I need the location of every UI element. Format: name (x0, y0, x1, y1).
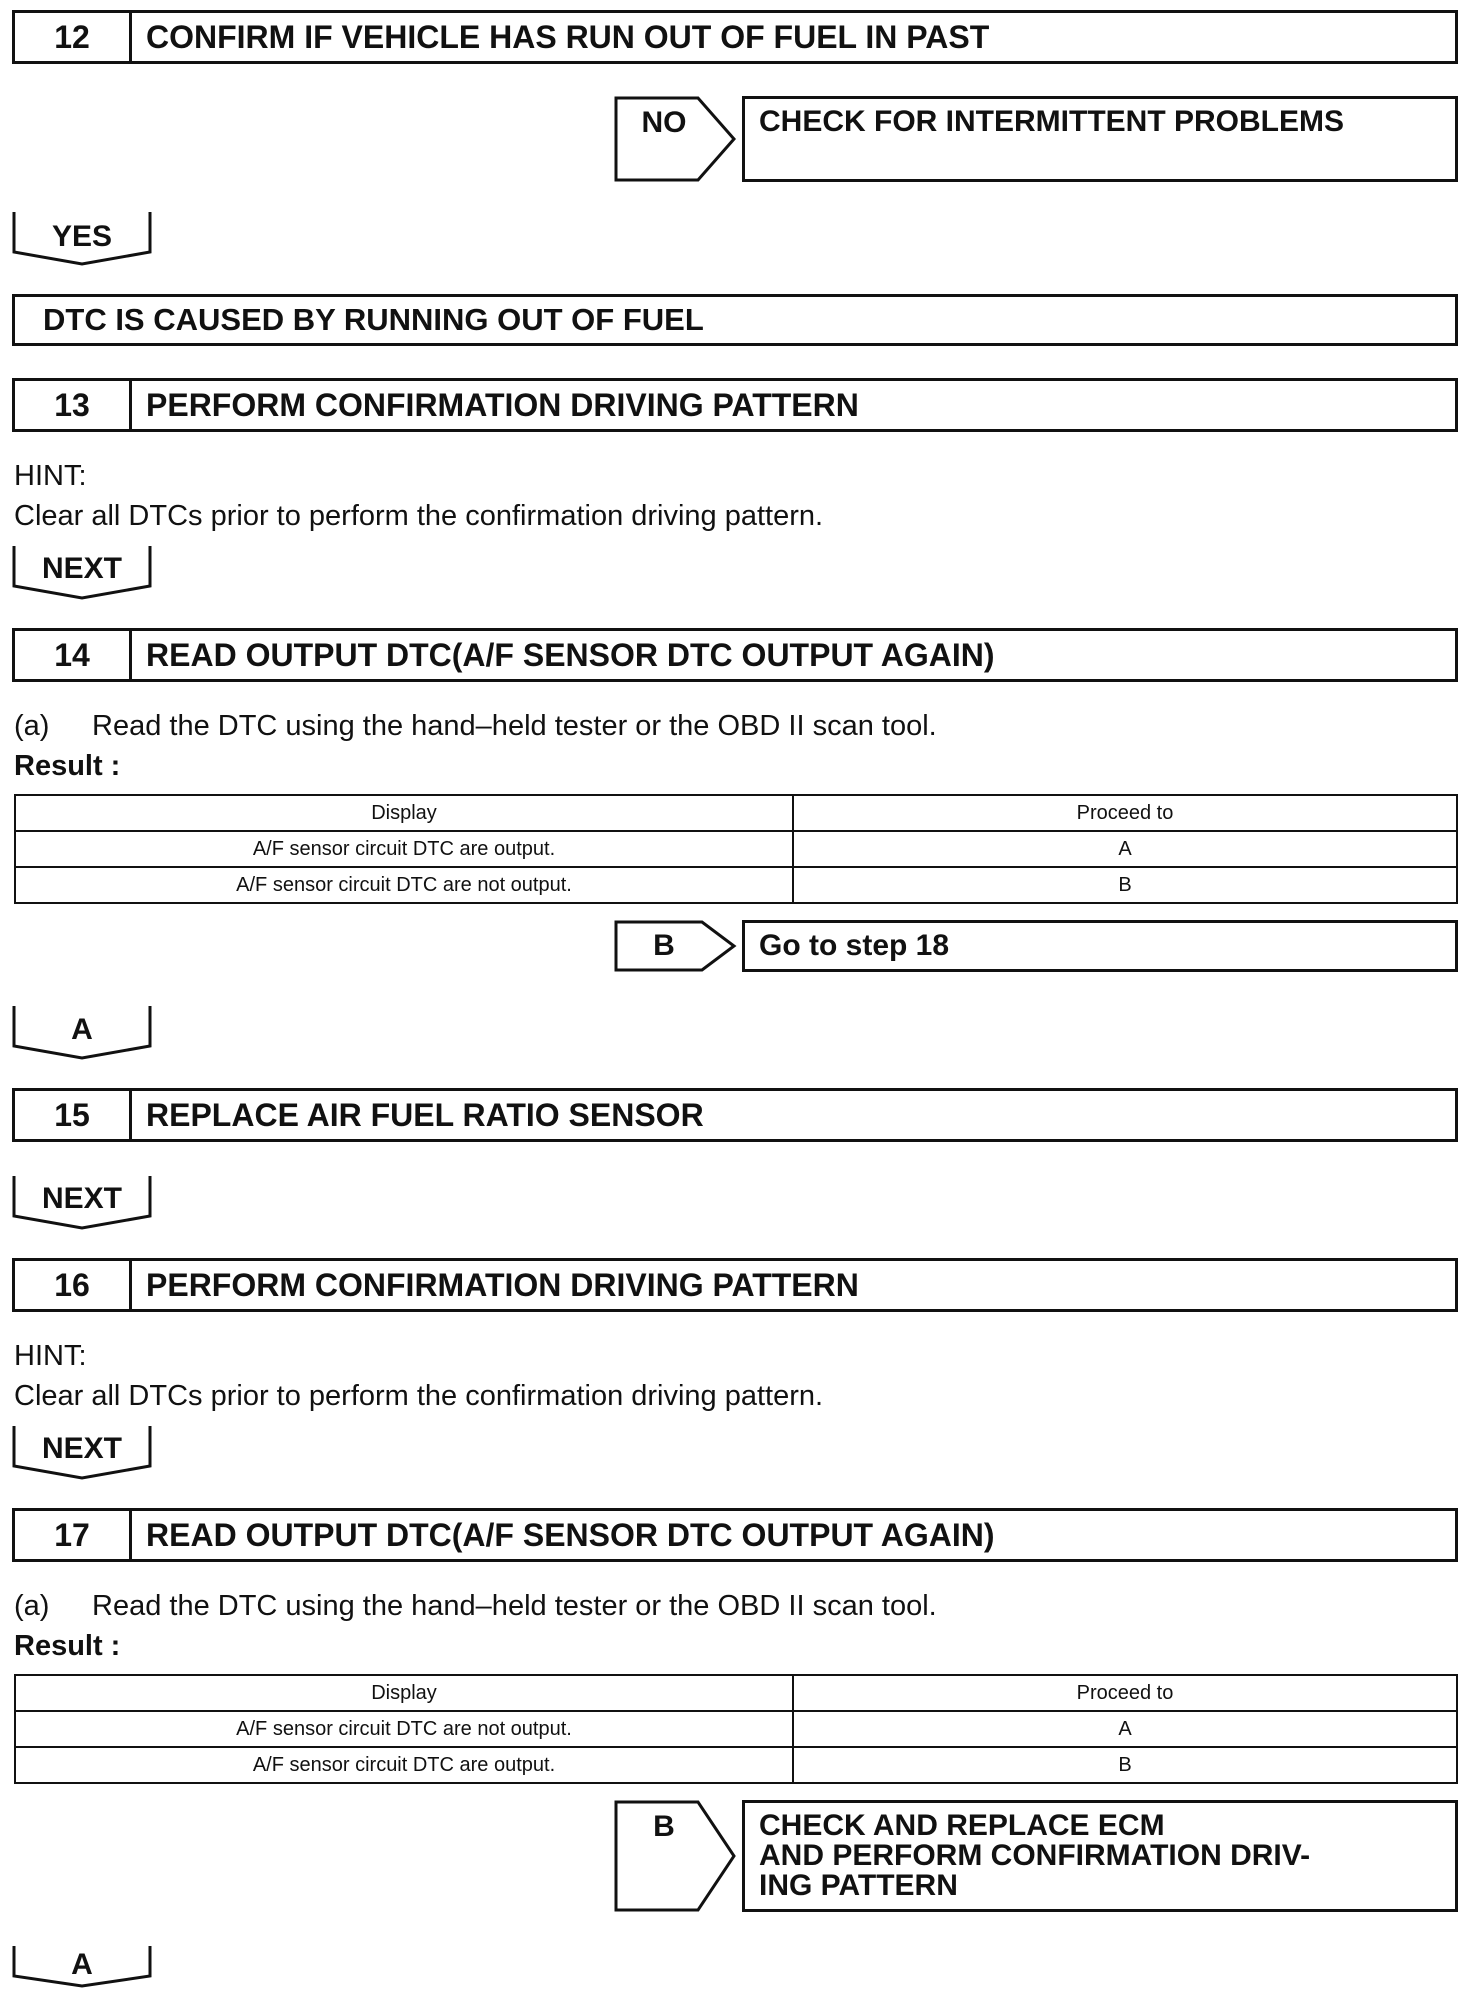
step-17-header (12, 1508, 1458, 1562)
next-tag (12, 1174, 152, 1230)
b-result-box (742, 920, 1458, 972)
no-branch-arrow (614, 96, 738, 182)
header-proceed: Proceed to (793, 795, 1457, 831)
next-label: NEXT (41, 1432, 122, 1465)
display-cell: A/F sensor circuit DTC are not output. (15, 1711, 793, 1747)
step-15-header (12, 1088, 1458, 1142)
table-header-row (15, 1675, 1457, 1711)
hint-label: HINT: (14, 1340, 87, 1372)
next-tag (12, 544, 152, 600)
table-row (15, 1711, 1457, 1747)
proceed-cell: B (793, 1747, 1457, 1783)
display-cell: A/F sensor circuit DTC are output. (15, 831, 793, 867)
b-result-text: Go to step 18 (759, 929, 950, 962)
item-marker: (a) (14, 1590, 50, 1622)
step-title: PERFORM CONFIRMATION DRIVING PATTERN (146, 1266, 859, 1303)
dtc-cause-box (12, 294, 1458, 346)
table-row (15, 1747, 1457, 1783)
no-result-box (742, 96, 1458, 182)
item-marker: (a) (14, 710, 50, 742)
header-display: Display (15, 1675, 793, 1711)
b-branch-arrow (614, 1800, 738, 1912)
step-title: REPLACE AIR FUEL RATIO SENSOR (146, 1096, 704, 1133)
step-number: 16 (15, 1261, 132, 1309)
step-16-header (12, 1258, 1458, 1312)
item-text: Read the DTC using the hand–held tester or the OBD II scan tool. (92, 710, 937, 742)
next-tag (12, 1424, 152, 1480)
a-label: A (71, 1013, 93, 1046)
table-header-row (15, 795, 1457, 831)
step-number: 14 (15, 631, 132, 679)
step-number: 12 (15, 13, 132, 61)
display-cell: A/F sensor circuit DTC are not output. (15, 867, 793, 903)
step-14-header (12, 628, 1458, 682)
display-cell: A/F sensor circuit DTC are output. (15, 1747, 793, 1783)
a-label: A (71, 1948, 93, 1981)
hint-text: Clear all DTCs prior to perform the confirmation driving pattern. (14, 1380, 824, 1412)
a-tag (12, 1944, 152, 1988)
step-number: 13 (15, 381, 132, 429)
step-title: CONFIRM IF VEHICLE HAS RUN OUT OF FUEL IN PAST (146, 18, 990, 55)
b-result-line: AND PERFORM CONFIRMATION DRIV- (759, 1839, 1311, 1872)
table-row (15, 831, 1457, 867)
result-table-14 (14, 794, 1458, 904)
b-label: B (653, 1810, 675, 1843)
a-tag (12, 1004, 152, 1060)
result-label: Result : (14, 750, 121, 782)
b-result-line: ING PATTERN (759, 1869, 958, 1902)
no-result-text: CHECK FOR INTERMITTENT PROBLEMS (759, 105, 1344, 138)
result-label: Result : (14, 1630, 121, 1662)
step-title: PERFORM CONFIRMATION DRIVING PATTERN (146, 386, 859, 423)
dtc-cause-text: DTC IS CAUSED BY RUNNING OUT OF FUEL (43, 302, 704, 337)
b-label: B (653, 929, 675, 962)
yes-tag (12, 210, 152, 266)
header-display: Display (15, 795, 793, 831)
step-title: READ OUTPUT DTC(A/F SENSOR DTC OUTPUT AGAIN) (146, 636, 995, 673)
step-title: READ OUTPUT DTC(A/F SENSOR DTC OUTPUT AGAIN) (146, 1516, 995, 1553)
next-label: NEXT (41, 1182, 122, 1215)
header-proceed: Proceed to (793, 1675, 1457, 1711)
b-result-box (742, 1800, 1458, 1912)
step-12-header (12, 10, 1458, 64)
step-number: 15 (15, 1091, 132, 1139)
hint-text: Clear all DTCs prior to perform the confirmation driving pattern. (14, 500, 824, 532)
b-branch-arrow (614, 920, 738, 972)
hint-label: HINT: (14, 460, 87, 492)
result-table-17 (14, 1674, 1458, 1784)
item-text: Read the DTC using the hand–held tester or the OBD II scan tool. (92, 1590, 937, 1622)
proceed-cell: B (793, 867, 1457, 903)
proceed-cell: A (793, 1711, 1457, 1747)
b-result-line: CHECK AND REPLACE ECM (759, 1809, 1165, 1842)
step-number: 17 (15, 1511, 132, 1559)
next-label: NEXT (41, 552, 122, 585)
proceed-cell: A (793, 831, 1457, 867)
yes-label: YES (51, 220, 113, 253)
step-13-header (12, 378, 1458, 432)
table-row (15, 867, 1457, 903)
no-label: NO (641, 106, 687, 139)
